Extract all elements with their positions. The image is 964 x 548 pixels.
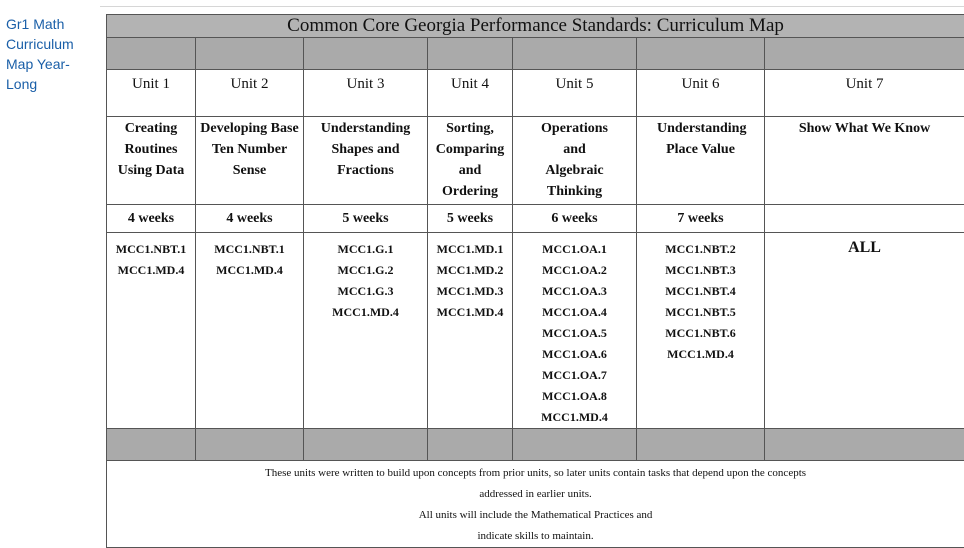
spacer-cell [196, 429, 304, 461]
standard-code: MCC1.G.2 [304, 260, 427, 281]
standard-code: MCC1.OA.1 [513, 239, 636, 260]
standard-code: MCC1.NBT.2 [637, 239, 764, 260]
standard-code: MCC1.OA.4 [513, 302, 636, 323]
unit-standards [196, 233, 304, 429]
standard-code: MCC1.NBT.4 [637, 281, 764, 302]
table-title: Common Core Georgia Performance Standards: Curriculum Map [107, 15, 964, 38]
unit-duration: 5 weeks [428, 205, 513, 233]
curriculum-map-link[interactable]: Gr1 Math Curriculum Map Year-Long [6, 16, 74, 92]
spacer-cell [304, 38, 428, 70]
spacer-cell [637, 38, 765, 70]
note-cell [107, 461, 964, 548]
standard-code: MCC1.MD.4 [637, 344, 764, 365]
spacer-cell [637, 429, 765, 461]
unit-name: Show What We Know [765, 117, 964, 205]
spacer-cell [107, 38, 196, 70]
unit-label: Unit 2 [196, 70, 304, 117]
spacer-cell [765, 38, 964, 70]
standard-code: MCC1.MD.2 [428, 260, 512, 281]
unit-standards [107, 233, 196, 429]
standard-code: MCC1.NBT.1 [107, 239, 195, 260]
standard-code: MCC1.MD.4 [196, 260, 303, 281]
spacer-cell [513, 429, 637, 461]
unit-name: Understanding Shapes and Fractions [304, 117, 428, 205]
unit-duration [765, 205, 964, 233]
note-text: indicate skills to maintain. [107, 526, 964, 547]
note-row [107, 461, 964, 548]
header-spacer-row [107, 38, 964, 70]
unit-label: Unit 1 [107, 70, 196, 117]
note-text: These units were written to build upon concepts from prior units, so later units contain tasks that depend upon the concepts [107, 463, 964, 484]
unit-standards [304, 233, 428, 429]
standard-code: MCC1.OA.5 [513, 323, 636, 344]
standard-code: MCC1.MD.3 [428, 281, 512, 302]
footer-spacer-row [107, 429, 964, 461]
unit-standards [765, 233, 964, 429]
unit-standards [428, 233, 513, 429]
unit-name: Developing Base Ten Number Sense [196, 117, 304, 205]
standard-code: MCC1.NBT.6 [637, 323, 764, 344]
spacer-cell [196, 38, 304, 70]
unit-standards [637, 233, 765, 429]
unit-label: Unit 7 [765, 70, 964, 117]
unit-duration: 7 weeks [637, 205, 765, 233]
spacer-cell [428, 429, 513, 461]
spacer-cell [304, 429, 428, 461]
unit-name: Understanding Place Value [637, 117, 765, 205]
duration-row [107, 205, 964, 233]
unit-standards [513, 233, 637, 429]
spacer-cell [513, 38, 637, 70]
unit-label: Unit 3 [304, 70, 428, 117]
unit-name: Sorting, Comparing and Ordering [428, 117, 513, 205]
sidebar [6, 14, 98, 94]
unit-duration: 6 weeks [513, 205, 637, 233]
standard-code: MCC1.NBT.5 [637, 302, 764, 323]
standard-code: MCC1.NBT.3 [637, 260, 764, 281]
unit-label: Unit 4 [428, 70, 513, 117]
standard-code: MCC1.MD.1 [428, 239, 512, 260]
standard-code: MCC1.MD.4 [513, 407, 636, 428]
unit-duration: 4 weeks [107, 205, 196, 233]
curriculum-map-table [106, 14, 964, 548]
note-text: addressed in earlier units. [107, 484, 964, 505]
spacer-cell [107, 429, 196, 461]
unit-label: Unit 5 [513, 70, 637, 117]
standard-code: MCC1.MD.4 [304, 302, 427, 323]
standard-code: MCC1.OA.7 [513, 365, 636, 386]
standard-code: ALL [765, 237, 964, 258]
standard-code: MCC1.OA.3 [513, 281, 636, 302]
standard-code: MCC1.MD.4 [107, 260, 195, 281]
standard-code: MCC1.NBT.1 [196, 239, 303, 260]
standard-code: MCC1.OA.2 [513, 260, 636, 281]
unit-name: Creating Routines Using Data [107, 117, 196, 205]
spacer-cell [765, 429, 964, 461]
unit-label-row [107, 70, 964, 117]
standard-code: MCC1.G.1 [304, 239, 427, 260]
top-divider [100, 6, 964, 7]
unit-label: Unit 6 [637, 70, 765, 117]
spacer-cell [428, 38, 513, 70]
standards-row [107, 233, 964, 429]
standard-code: MCC1.OA.8 [513, 386, 636, 407]
standard-code: MCC1.G.3 [304, 281, 427, 302]
note-text: All units will include the Mathematical Practices and [107, 505, 964, 526]
unit-duration: 4 weeks [196, 205, 304, 233]
unit-duration: 5 weeks [304, 205, 428, 233]
unit-name: Operations and Algebraic Thinking [513, 117, 637, 205]
standard-code: MCC1.MD.4 [428, 302, 512, 323]
unit-name-row [107, 117, 964, 205]
standard-code: MCC1.OA.6 [513, 344, 636, 365]
